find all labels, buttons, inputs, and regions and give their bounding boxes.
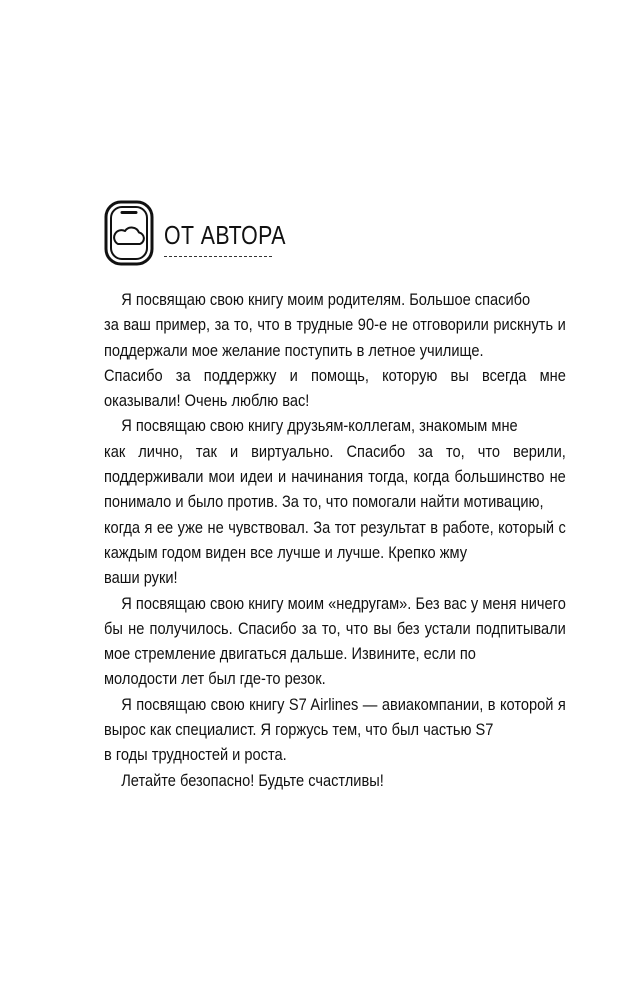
body-text bbox=[104, 287, 566, 793]
paragraph-parents: Я посвящаю свою книгу моим родителям. Большое спасибо за ваш пример, за то, что в трудные 90-е не отговорили рискнуть и поддержали мое желание поступить в летное училище. Спасибо за поддержку и помощь, которую вы всегда мне оказывали! Очень люблю вас! bbox=[104, 290, 566, 411]
chapter-heading bbox=[104, 200, 404, 268]
paragraph-colleagues: Я посвящаю свою книгу друзьям-коллегам, знакомым мне как лично, так и виртуально. Спасибо за то, что верили, поддерживали мои идеи и начинания тогда, когда большинство не понимало и было против. За то, что помогали найти мотивацию, когда я ее уже не чувствовал. За тот результат в работе, который с каждым годом виден все лучше и лучше. Крепко жму ваши руки! bbox=[104, 416, 566, 588]
paragraph-closing: Летайте безопасно! Будьте счастливы! bbox=[121, 770, 384, 790]
page-title: ОТ АВТОРА bbox=[164, 220, 286, 250]
title-underline-divider bbox=[164, 256, 272, 257]
paragraph-s7-airlines: Я посвящаю свою книгу S7 Airlines — авиакомпании, в которой я вырос как специалист. Я горжусь тем, что был частью S7 в годы трудностей и роста. bbox=[104, 694, 566, 765]
airplane-window-cloud-icon bbox=[104, 200, 154, 266]
paragraph-rivals: Я посвящаю свою книгу моим «недругам». Без вас у меня ничего бы не получилось. Спасибо за то, что вы без устали подпитывали мое стремление двигаться дальше. Извините, если по молодости лет был где-то резок. bbox=[104, 593, 566, 689]
